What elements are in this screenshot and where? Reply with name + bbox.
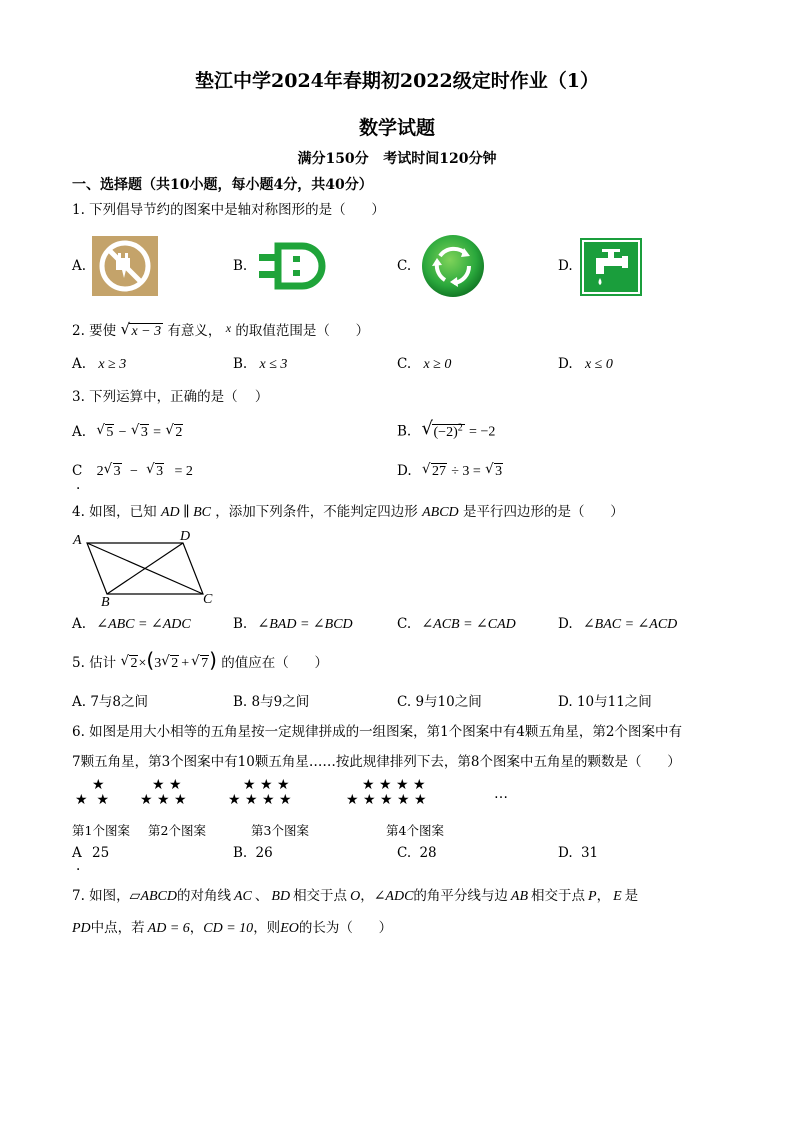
q5-option-b-text: 8与9之间: [251, 694, 310, 710]
radical-sign: √: [161, 653, 170, 669]
question-1-stem: 1. 下列倡导节约的图案中是轴对称图形的是（ ）: [72, 202, 385, 218]
q7-p: P: [588, 889, 597, 904]
radical-sign: √: [130, 422, 140, 438]
q7-o: O: [350, 889, 361, 904]
q4-figure: [70, 528, 220, 608]
q7-pre: 7. 如图，: [72, 888, 130, 904]
q6-option-a-label: A: [72, 845, 82, 861]
q3-option-c: [72, 463, 193, 480]
q7-sep: 、: [254, 888, 269, 904]
q5-coef: 3: [154, 656, 162, 671]
q3-c-dot: .: [76, 477, 81, 493]
q6-option-d-text: 31: [580, 845, 599, 861]
star-pattern-4-bottom: ★ ★ ★ ★ ★: [346, 792, 427, 808]
question-7-line1: [72, 886, 638, 907]
question-3-stem: 3. 下列运算中，正确的是（ ）: [72, 389, 269, 405]
q4-option-a-label: A.: [72, 616, 87, 632]
star-pattern-2-bottom: ★ ★ ★: [140, 792, 187, 808]
q2-option-d-label: D.: [558, 356, 573, 372]
q5-option-b-label: B.: [233, 694, 248, 710]
radical-sign: √: [96, 422, 105, 438]
q2-option-d-text: x ≤ 0: [584, 357, 613, 372]
q4-quad: ABCD: [422, 505, 459, 520]
q5-rad3: [191, 653, 209, 674]
q6-option-c: [397, 845, 437, 861]
q4-option-d-text: ∠BAC = ∠ACD: [582, 617, 678, 632]
q5-pre: 5. 估计: [72, 655, 117, 671]
q3-option-d: [397, 463, 503, 480]
page-title: 垫江中学2024年春期初2022级定时作业（1）: [195, 70, 599, 92]
q7-text-f: 中点，若: [90, 920, 145, 936]
q2-option-a: [72, 356, 126, 373]
q5-option-a-text: 7与8之间: [90, 694, 149, 710]
q1-option-d-label: D.: [558, 258, 573, 274]
q1-option-c-icon: [420, 234, 486, 298]
pattern-caption-3: 第3个图案: [251, 823, 309, 838]
question-4-stem: [72, 502, 624, 523]
q5-plus: +: [181, 656, 190, 671]
q4-mid: ，添加下列条件，不能判定四边形: [215, 504, 418, 520]
q2-option-d: [558, 356, 613, 373]
diagonal-bd: [107, 543, 183, 594]
q7-ad: AD = 6: [147, 921, 190, 936]
q2-var: x: [225, 321, 232, 335]
q3-d-r1: 27: [431, 464, 446, 479]
q6-option-b-text: 26: [255, 845, 273, 861]
q3-d-rad2: [485, 463, 503, 480]
q1-option-b-label: B.: [233, 258, 248, 274]
q2-radicand: x − 3: [131, 324, 162, 339]
q7-text-a: 的对角线: [177, 888, 231, 904]
q1-option-d-icon: [580, 238, 642, 296]
q7-eo: EO: [280, 921, 299, 936]
q6-option-b-label: B.: [233, 845, 248, 861]
q5-option-d-label: D.: [558, 694, 573, 710]
question-5-stem: [72, 650, 328, 674]
q3-a-rad3: [165, 424, 183, 441]
q7-text-b: 相交于点: [293, 888, 348, 904]
radical-sign: √: [120, 653, 130, 669]
q3-c-r2: 3: [156, 464, 164, 479]
q3-c-minus: −: [129, 464, 138, 479]
q4-pre: 4. 如图，已知: [72, 504, 157, 520]
q4-option-c-label: C.: [397, 616, 412, 632]
q7-e: E: [613, 889, 622, 904]
q5-option-d: [558, 690, 652, 710]
pattern-caption-2: 第2个图案: [148, 823, 206, 838]
radical-sign: √: [421, 418, 433, 439]
q5-r2: 2: [171, 656, 179, 671]
q6-option-b: [233, 845, 273, 861]
star-pattern-3-bottom: ★ ★ ★ ★: [228, 792, 292, 808]
q3-option-b: [397, 418, 496, 441]
pattern-caption-1: 第1个图案: [72, 823, 130, 838]
q5-option-b: [233, 690, 309, 710]
q2-suffix: 的取值范围是（ ）: [235, 323, 370, 339]
q3-a-r1: 5: [106, 425, 114, 440]
q1-option-a-label: A.: [72, 258, 87, 274]
q4-option-c-text: ∠ACB = ∠CAD: [421, 617, 516, 632]
q3-b-base: (−2): [433, 424, 458, 440]
q2-option-a-label: A.: [72, 356, 87, 372]
star-pattern-4-top: ★ ★ ★ ★: [362, 777, 426, 793]
q7-text-d: 相交于点: [531, 888, 586, 904]
q3-a-minus: −: [118, 425, 127, 440]
q4-option-d: [558, 616, 677, 633]
radical-sign: √: [146, 461, 155, 477]
q3-d-div: ÷ 3 =: [451, 464, 481, 479]
exam-info: 满分150分 考试时间120分钟: [297, 151, 497, 167]
q1-option-c-label: C.: [397, 258, 412, 274]
radical-sign: √: [421, 461, 431, 477]
q7-comma2: ，: [596, 888, 611, 904]
q2-option-c-label: C.: [397, 356, 412, 372]
q5-option-c-text: 9与10之间: [415, 694, 482, 710]
question-7-line2: [72, 918, 392, 939]
star-pattern-2-top: ★ ★: [152, 777, 182, 793]
q5-rad2: [161, 653, 179, 674]
q3-option-a: [72, 424, 183, 441]
q3-a-r3: 2: [175, 425, 183, 440]
q3-b-rad: [421, 418, 465, 441]
q7-pd: PD: [72, 921, 91, 936]
radical-sign: √: [191, 653, 200, 669]
q2-option-a-text: x ≥ 3: [98, 357, 127, 372]
q3-option-c-label: C: [72, 463, 83, 479]
q4-option-d-label: D.: [558, 616, 573, 632]
q2-option-b-label: B.: [233, 356, 248, 372]
radical-sign: √: [485, 461, 494, 477]
star-pattern-3-top: ★ ★ ★: [243, 777, 290, 793]
section-heading: 一、选择题（共10小题，每小题4分，共40分）: [72, 177, 373, 193]
q3-b-inner: [432, 424, 465, 440]
q2-option-b: [233, 356, 287, 373]
q5-r3: 7: [201, 656, 209, 671]
q7-text-h: 的长为（ ）: [298, 920, 393, 936]
q2-radical: [120, 321, 163, 342]
q3-option-b-label: B.: [397, 423, 412, 440]
q5-option-a: [72, 690, 148, 710]
q3-d-rad1: [422, 463, 447, 480]
q3-c-r1: 3: [113, 464, 121, 479]
q7-text-e: 是: [624, 888, 639, 904]
q3-a-rad2: [131, 424, 149, 441]
q4-option-c: [397, 616, 516, 633]
label-c: C: [203, 592, 213, 607]
radical-sign: √: [120, 320, 131, 338]
q3-a-eq: =: [153, 425, 162, 440]
q7-text-c: 的角平分线与边: [413, 888, 508, 904]
radical-sign: √: [165, 422, 174, 438]
q2-option-b-text: x ≤ 3: [259, 357, 288, 372]
q3-c-rad1: [104, 463, 122, 480]
q7-bd: BD: [271, 889, 291, 904]
question-6-line1: 6. 如图是用大小相等的五角星按一定规律拼成的一组图案，第1个图案中有4颗五角星，第2个图案中有: [72, 724, 682, 740]
q7-parallelogram: ▱ABCD: [129, 889, 177, 904]
q7-comma3: ，: [189, 920, 204, 936]
page-subtitle: 数学试题: [358, 117, 435, 139]
q2-option-c: [397, 356, 451, 373]
q4-option-b: [233, 616, 353, 633]
q4-post: 是平行四边形的是（ ）: [462, 504, 624, 520]
radical-sign: √: [103, 461, 113, 477]
q3-c-rhs: = 2: [174, 464, 193, 479]
q5-rad1: [120, 653, 138, 674]
q3-a-r2: 3: [140, 425, 148, 440]
q5-paren-open: (: [146, 648, 155, 672]
label-b: B: [101, 595, 110, 610]
label-d: D: [180, 529, 191, 544]
q5-option-a-label: A.: [72, 694, 87, 710]
q3-option-d-label: D.: [397, 463, 412, 479]
label-a: A: [73, 533, 82, 548]
q3-b-exp: 2: [457, 422, 463, 433]
q3-c-coef: 2: [96, 464, 104, 479]
q5-paren-close: ): [209, 648, 217, 672]
q3-option-a-label: A.: [72, 424, 87, 440]
q6-option-a-text: 25: [92, 845, 110, 861]
star-pattern-1-top: ★: [92, 777, 105, 793]
star-pattern-ellipsis: …: [494, 786, 508, 802]
q3-a-rad1: [96, 424, 114, 441]
question-6-line2: 7颗五角星，第3个图案中有10颗五角星……按此规律排列下去，第8个图案中五角星的颗数是（ ）: [72, 754, 681, 770]
q7-comma: ，: [360, 888, 374, 904]
q3-b-rhs: = −2: [469, 424, 496, 440]
q5-option-c: [397, 690, 482, 710]
q4-cond: AD ∥ BC: [160, 505, 211, 520]
q3-c-rad2: [146, 463, 164, 480]
q6-option-d: [558, 845, 598, 861]
q4-option-a: [72, 616, 191, 633]
q7-cd: CD = 10: [203, 921, 254, 936]
q5-option-d-text: 10与11之间: [576, 694, 652, 710]
pattern-caption-4: 第4个图案: [386, 823, 444, 838]
q6-option-c-label: C.: [397, 845, 412, 861]
q2-prefix: 2. 要使: [72, 323, 117, 339]
q6-option-d-label: D.: [558, 845, 573, 861]
q5-times: ×: [138, 656, 147, 671]
q4-option-a-text: ∠ABC = ∠ADC: [96, 617, 191, 632]
q7-text-g: ，则: [253, 920, 281, 936]
star-pattern-1-bottom: ★ ★: [75, 792, 110, 808]
q3-d-r2: 3: [495, 464, 503, 479]
q5-option-c-label: C.: [397, 694, 412, 710]
q6-a-dot: .: [76, 858, 81, 874]
q4-option-b-text: ∠BAD = ∠BCD: [257, 617, 353, 632]
q5-r1: 2: [130, 656, 138, 671]
question-2-stem: [72, 318, 369, 342]
q2-mid: 有意义，: [167, 323, 222, 339]
q4-option-b-label: B.: [233, 616, 248, 632]
q7-ac: AC: [234, 889, 252, 904]
q1-option-b-icon: [256, 242, 328, 290]
q2-option-c-text: x ≥ 0: [423, 357, 452, 372]
q5-post: 的值应在（ ）: [221, 655, 328, 671]
q7-ab: AB: [510, 889, 529, 904]
q6-option-c-text: 28: [419, 845, 437, 861]
q7-angle: ∠ADC: [373, 889, 414, 904]
q1-option-a-icon: [92, 236, 158, 296]
